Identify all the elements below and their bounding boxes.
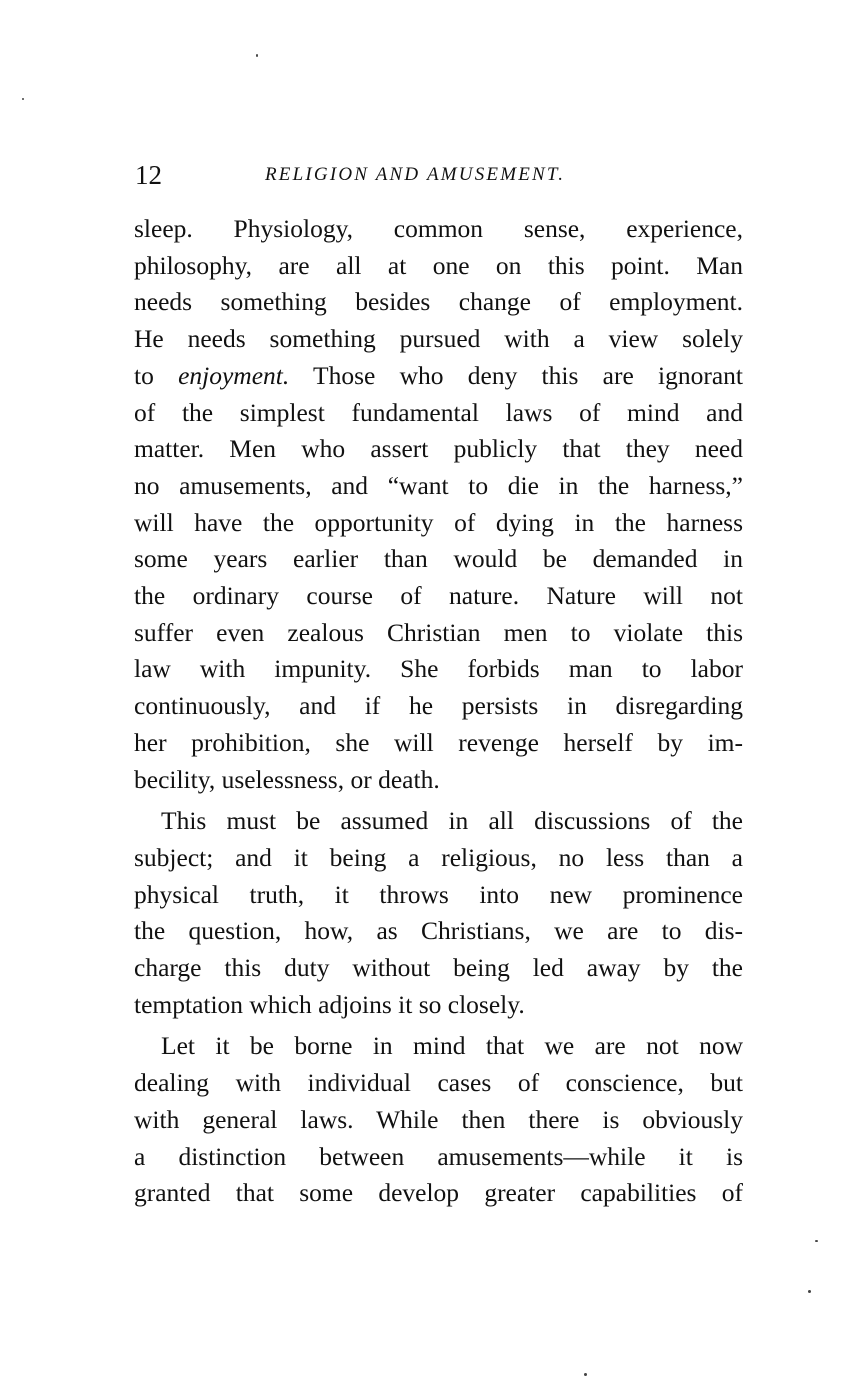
text-line: This must be assumed in all discussions of the — [161, 806, 743, 836]
page-header — [135, 158, 745, 192]
scan-speck — [808, 1290, 811, 1293]
text-line: some years earlier than would be demanded in — [134, 544, 743, 574]
body-text — [134, 211, 743, 1212]
text-line: subject; and it being a religious, no less than a — [134, 842, 743, 872]
text-fragment: to — [134, 360, 179, 390]
text-line: with general laws. While then there is obviously — [134, 1104, 743, 1134]
scan-speck — [815, 1240, 818, 1242]
text-line: law with impunity. She forbids man to labor — [134, 654, 743, 684]
paragraph-1 — [134, 211, 743, 798]
emphasis-word: enjoyment. — [178, 360, 290, 390]
text-line: needs something besides change of employment. — [134, 287, 743, 317]
running-head: RELIGION AND AMUSEMENT. — [265, 164, 566, 185]
text-line: of the simplest fundamental laws of mind and — [134, 397, 743, 427]
text-line: sleep. Physiology, common sense, experience, — [134, 214, 743, 243]
text-line: the ordinary course of nature. Nature will not — [134, 581, 743, 611]
text-line: continuously, and if he persists in disregarding — [134, 691, 743, 721]
text-line: He needs something pursued with a view solely — [134, 324, 743, 354]
text-line: physical truth, it throws into new prominence — [134, 879, 743, 909]
text-line: the question, how, as Christians, we are to dis- — [134, 916, 743, 946]
text-line: becility, uselessness, or death. — [134, 764, 440, 794]
text-line — [134, 358, 743, 395]
scan-speck — [22, 98, 24, 100]
text-line: her prohibition, she will revenge herself by im- — [134, 727, 743, 757]
text-line: suffer even zealous Christian men to violate this — [134, 617, 743, 647]
paragraph-2 — [134, 803, 743, 1023]
text-line: temptation which adjoins it so closely. — [134, 989, 525, 1019]
text-line: charge this duty without being led away by the — [134, 953, 743, 983]
text-line: dealing with individual cases of conscience, but — [134, 1068, 743, 1098]
scan-speck — [584, 1373, 587, 1376]
text-line: matter. Men who assert publicly that they need — [134, 434, 743, 464]
text-line: Let it be borne in mind that we are not now — [161, 1031, 743, 1061]
text-line: philosophy, are all at one on this point. Man — [134, 250, 743, 280]
text-line: a distinction between amusements—while it is — [134, 1141, 743, 1171]
paragraph-3 — [134, 1028, 743, 1212]
page-number: 12 — [135, 160, 162, 190]
text-line: will have the opportunity of dying in the harness — [134, 507, 743, 537]
text-fragment: Those who deny this are ignorant — [289, 360, 743, 390]
text-line: granted that some develop greater capabilities of — [134, 1178, 743, 1208]
text-line: no amusements, and “want to die in the harness,” — [134, 470, 743, 500]
scan-speck — [256, 54, 258, 57]
